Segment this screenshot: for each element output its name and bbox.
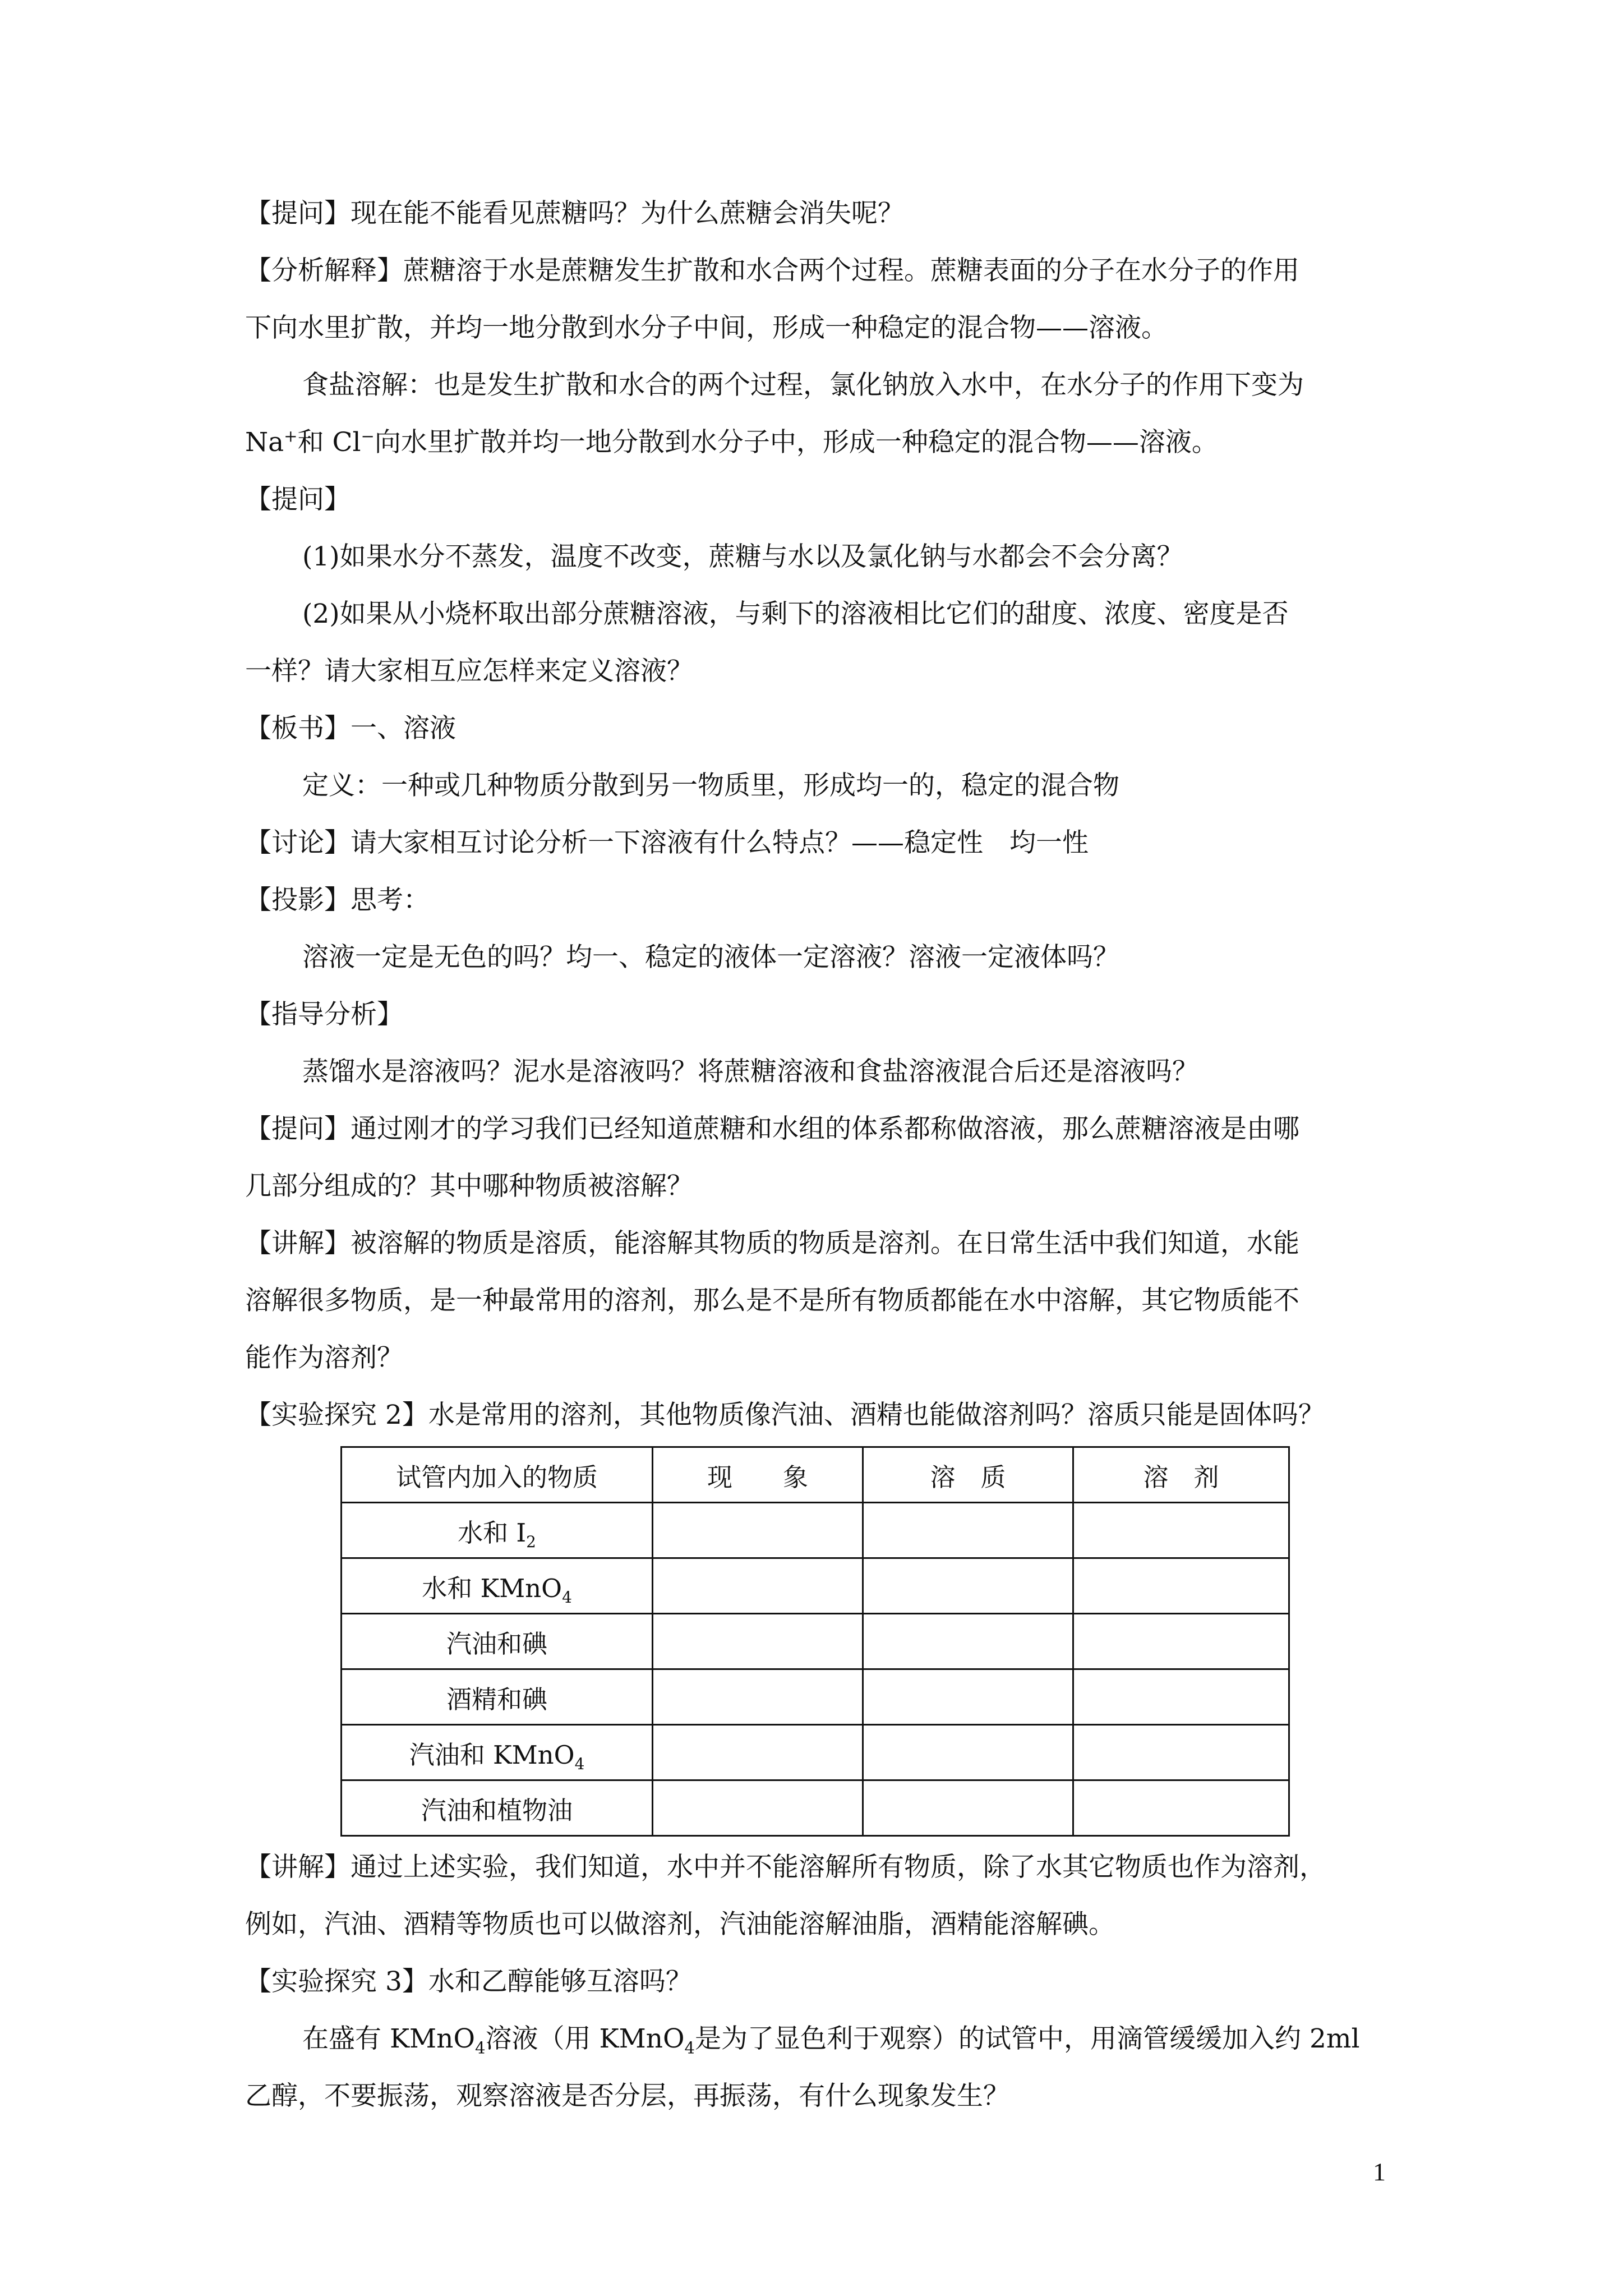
table-header-substance: 试管内加入的物质: [342, 1447, 653, 1503]
question-item-1: (1)如果水分不蒸发，温度不改变，蔗糖与水以及氯化钠与水都会不会分离？: [302, 541, 1183, 572]
table-row: [342, 1669, 1289, 1725]
procedure-text: 在盛有 KMnO: [302, 2023, 475, 2054]
substance-subscript: 4: [562, 1588, 572, 1607]
page-number: 1: [1373, 2157, 1386, 2186]
table-cell-substance: [342, 1558, 653, 1614]
experiment-3-heading: 【实验探究 3】水和乙醇能够互溶吗？: [245, 1966, 692, 1997]
analysis-paragraph-line1: 【分析解释】蔗糖溶于水是蔗糖发生扩散和水合两个过程。蔗糖表面的分子在水分子的作用: [245, 255, 1299, 286]
table-cell-substance: [342, 1780, 653, 1836]
substance-label: 汽油和碘: [446, 1628, 547, 1659]
sodium-charge: +: [284, 426, 298, 446]
procedure-text: 溶液（用 KMnO: [485, 2023, 685, 2054]
substance-label: 水和 I: [458, 1517, 527, 1548]
question-item-2-line2: 一样？请大家相互应怎样来定义溶液？: [245, 656, 693, 687]
table-cell-empty: [863, 1780, 1073, 1836]
guidance-heading: 【指导分析】: [245, 999, 403, 1030]
table-cell-substance: [342, 1725, 653, 1780]
substance-label: 汽油和 KMnO: [409, 1740, 575, 1770]
thinking-question: 溶液一定是无色的吗？均一、稳定的液体一定溶液？溶液一定液体吗？: [302, 942, 1119, 973]
table-header-solvent: 溶 剂: [1073, 1447, 1289, 1503]
table-row: [342, 1558, 1289, 1614]
experiment-table: [340, 1446, 1290, 1837]
page-content: [245, 185, 1389, 2125]
table-row: [342, 1614, 1289, 1669]
table-cell-empty: [653, 1614, 863, 1669]
substance-subscript: 4: [574, 1754, 585, 1773]
table-cell-empty: [863, 1503, 1073, 1558]
table-cell-substance: [342, 1614, 653, 1669]
explanation-2-line1: 【讲解】通过上述实验，我们知道，水中并不能溶解所有物质，除了水其它物质也作为溶剂，: [245, 1852, 1326, 1883]
solution-definition: 定义：一种或几种物质分散到另一物质里，形成均一的，稳定的混合物: [302, 770, 1119, 801]
analysis-paragraph-line2: 下向水里扩散，并均一地分散到水分子中间，形成一种稳定的混合物——溶液。: [245, 312, 1168, 343]
table-cell-empty: [653, 1780, 863, 1836]
projection-heading: 【投影】思考：: [245, 885, 430, 915]
question-item-2-line1: (2)如果从小烧杯取出部分蔗糖溶液，与剩下的溶液相比它们的甜度、浓度、密度是否: [302, 599, 1289, 629]
table-row: [342, 1725, 1289, 1780]
table-cell-empty: [653, 1503, 863, 1558]
sodium-symbol: Na: [245, 427, 284, 458]
table-cell-empty: [1073, 1725, 1289, 1780]
chloride-symbol: 和 Cl: [297, 427, 361, 458]
table-cell-empty: [1073, 1780, 1289, 1836]
salt-dissolve-line1: 食盐溶解：也是发生扩散和水合的两个过程，氯化钠放入水中，在水分子的作用下变为: [302, 370, 1304, 401]
table-cell-empty: [1073, 1503, 1289, 1558]
table-cell-empty: [863, 1725, 1073, 1780]
table-header-row: [342, 1447, 1289, 1503]
table-cell-empty: [1073, 1614, 1289, 1669]
table-cell-empty: [1073, 1669, 1289, 1725]
procedure-subscript: 4: [474, 2038, 486, 2058]
question-composition-line2: 几部分组成的？其中哪种物质被溶解？: [245, 1171, 693, 1202]
guidance-question: 蒸馏水是溶液吗？泥水是溶液吗？将蔗糖溶液和食盐溶液混合后还是溶液吗？: [302, 1056, 1198, 1087]
substance-label: 酒精和碘: [446, 1684, 547, 1714]
explanation-line3: 能作为溶剂？: [245, 1342, 403, 1373]
experiment-3-procedure-line1: [245, 2010, 1389, 2068]
table-cell-empty: [1073, 1558, 1289, 1614]
experiment-2-heading: 【实验探究 2】水是常用的溶剂，其他物质像汽油、酒精也能做溶剂吗？溶质只能是固体吗？: [245, 1400, 1325, 1430]
salt-dissolve-line2: [245, 414, 1389, 471]
table-cell-empty: [653, 1669, 863, 1725]
explanation-2-line2: 例如，汽油、酒精等物质也可以做溶剂，汽油能溶解油脂，酒精能溶解碘。: [245, 1909, 1115, 1940]
table-cell-empty: [863, 1614, 1073, 1669]
experiment-3-procedure-line2: 乙醇，不要振荡，观察溶液是否分层，再振荡，有什么现象发生？: [245, 2081, 1009, 2111]
explanation-line2: 溶解很多物质，是一种最常用的溶剂，那么是不是所有物质都能在水中溶解，其它物质能不: [245, 1285, 1299, 1316]
salt-dissolve-rest: 向水里扩散并均一地分散到水分子中，形成一种稳定的混合物——溶液。: [374, 427, 1218, 458]
procedure-subscript: 4: [684, 2038, 695, 2058]
table-cell-empty: [653, 1725, 863, 1780]
procedure-text: 是为了显色利于观察）的试管中，用滴管缓缓加入约 2ml: [695, 2023, 1360, 2054]
table-cell-empty: [653, 1558, 863, 1614]
question-heading: 【提问】: [245, 484, 351, 515]
table-cell-substance: [342, 1669, 653, 1725]
table-header-phenomenon: 现 象: [653, 1447, 863, 1503]
discussion-paragraph: 【讨论】请大家相互讨论分析一下溶液有什么特点？——稳定性 均一性: [245, 827, 1089, 858]
question-paragraph: 【提问】现在能不能看见蔗糖吗？为什么蔗糖会消失呢？: [245, 198, 904, 229]
substance-label: 水和 KMnO: [422, 1573, 562, 1603]
table-row: [342, 1780, 1289, 1836]
table-cell-empty: [863, 1669, 1073, 1725]
table-row: [342, 1503, 1289, 1558]
substance-label: 汽油和植物油: [421, 1795, 573, 1825]
table-cell-empty: [863, 1558, 1073, 1614]
table-header-solute: 溶 质: [863, 1447, 1073, 1503]
question-composition-line1: 【提问】通过刚才的学习我们已经知道蔗糖和水组的体系都称做溶液，那么蔗糖溶液是由哪: [245, 1114, 1299, 1144]
chloride-charge: −: [361, 426, 375, 446]
table-cell-substance: [342, 1503, 653, 1558]
blackboard-heading: 【板书】一、溶液: [245, 713, 456, 744]
explanation-line1: 【讲解】被溶解的物质是溶质，能溶解其物质的物质是溶剂。在日常生活中我们知道，水能: [245, 1228, 1299, 1259]
substance-subscript: 2: [526, 1532, 536, 1551]
